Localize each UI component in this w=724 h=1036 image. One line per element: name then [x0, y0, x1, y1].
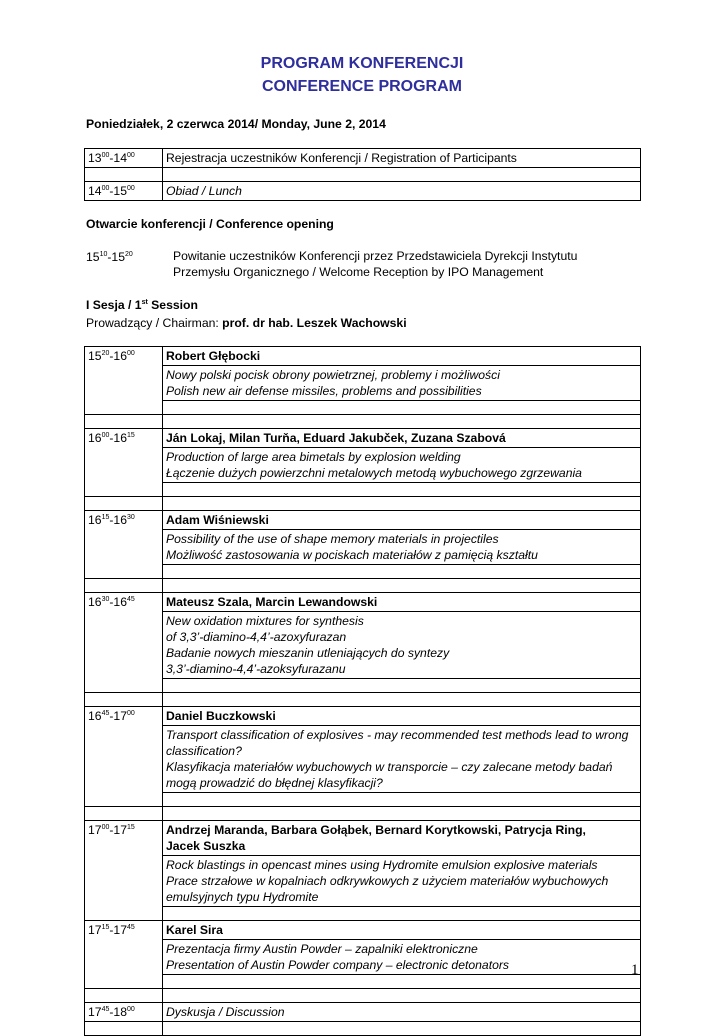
table-row — [85, 347, 641, 366]
spacer-row — [85, 168, 641, 182]
table-row — [85, 1003, 641, 1022]
table-row — [85, 182, 641, 201]
table-row — [85, 612, 641, 679]
table-row — [85, 726, 641, 793]
time-cell: $17^{45}-18^{00}$ — [85, 1003, 163, 1022]
table-row — [85, 593, 641, 612]
time-cell: $16^{45}-17^{00}$ — [85, 707, 163, 807]
title-cell: Transport classification of explosives - may recommended test methods lead to wrong classification? Klasyfikacja materiałów wybuchowych w transporcie – czy zalecane metody badań mogą prowadzić do błędnej klasyfikacji? — [163, 726, 641, 793]
authors-cell: Adam Wiśniewski — [163, 511, 641, 530]
title-cell: Rock blastings in opencast mines using Hydromite emulsion explosive materials Prace strzałowe w kopalniach odkrywkowych z użyciem materiałów wybuchowych emulsyjnych typu Hydromite — [163, 856, 641, 907]
title-cell: Possibility of the use of shape memory materials in projectiles Możliwość zastosowania w pociskach materiałów z pamięcią kształtu — [163, 530, 641, 565]
table-row — [85, 921, 641, 940]
title-cell: Production of large area bimetals by explosion welding Łączenie dużych powierzchni metalowych metodą wybuchowego zgrzewania — [163, 448, 641, 483]
table-row — [85, 856, 641, 907]
day-heading: Poniedziałek, 2 czerwca 2014/ Monday, June 2, 2014 — [86, 117, 386, 131]
time-cell: $16^{15}-16^{30}$ — [85, 511, 163, 579]
opening-text: Powitanie uczestników Konferencji przez Przedstawiciela Dyrekcji Instytutu Przemysłu Organicznego / Welcome Reception by IPO Management — [173, 249, 578, 279]
authors-cell: Andrzej Maranda, Barbara Gołąbek, Bernard Korytkowski, Patrycja Ring, Jacek Suszka — [163, 821, 641, 856]
spacer-row — [85, 907, 641, 921]
title-pl: PROGRAM KONFERENCJI — [260, 55, 464, 72]
spacer-row — [85, 497, 641, 511]
title-cell: Prezentacja firmy Austin Powder – zapalniki elektroniczne Presentation of Austin Powder company – electronic detonators — [163, 940, 641, 975]
event-cell: Rejestracja uczestników Konferencji / Registration of Participants — [163, 149, 641, 168]
title-cell: New oxidation mixtures for synthesis of 3,3’-diamino-4,4’-azoxyfurazan Badanie nowych mieszanin utleniających do syntezy 3,3’-diamino-4,4’-azoksyfurazanu — [163, 612, 641, 679]
opening-heading: Otwarcie konferencji / Conference opening — [86, 217, 334, 231]
page-number: 1 — [631, 962, 639, 978]
table-row — [85, 149, 641, 168]
spacer-row — [85, 579, 641, 593]
time-cell: $16^{30}-16^{45}$ — [85, 593, 163, 693]
time-cell: $13^{00}-14^{00}$ — [85, 149, 163, 168]
table-row — [85, 530, 641, 565]
title-en: CONFERENCE PROGRAM — [261, 78, 462, 95]
title-cell: Nowy polski pocisk obrony powietrznej, problemy i możliwości Polish new air defense missiles, problems and possibilities — [163, 366, 641, 401]
table-row — [85, 511, 641, 530]
time-cell: $17^{15}-17^{45}$ — [85, 921, 163, 989]
time-cell: $14^{00}-15^{00}$ — [85, 182, 163, 201]
spacer-row — [85, 415, 641, 429]
session-table — [84, 346, 641, 1036]
event-cell: Dyskusja / Discussion — [163, 1003, 641, 1022]
spacer-row — [85, 989, 641, 1003]
table-row — [85, 707, 641, 726]
spacer-row — [85, 401, 641, 415]
authors-cell: Robert Głębocki — [163, 347, 641, 366]
spacer-row — [85, 807, 641, 821]
spacer-row — [85, 975, 641, 989]
event-cell: Obiad / Lunch — [163, 182, 641, 201]
table-row — [85, 821, 641, 856]
table-row — [85, 429, 641, 448]
opening-time: $15^{10}-15^{20}$ — [86, 250, 133, 264]
authors-cell: Karel Sira — [163, 921, 641, 940]
spacer-row — [85, 483, 641, 497]
table-row — [85, 940, 641, 975]
authors-cell: Mateusz Szala, Marcin Lewandowski — [163, 593, 641, 612]
spacer-row — [85, 793, 641, 807]
registration-table — [84, 148, 641, 201]
authors-cell: Ján Lokaj, Milan Turňa, Eduard Jakubček, Zuzana Szabová — [163, 429, 641, 448]
chairman-line: Prowadzący / Chairman: prof. dr hab. Leszek Wachowski — [86, 316, 407, 330]
spacer-row — [85, 679, 641, 693]
spacer-row — [85, 565, 641, 579]
time-cell: $17^{00}-17^{15}$ — [85, 821, 163, 921]
time-cell: $15^{20}-16^{00}$ — [85, 347, 163, 415]
authors-cell: Daniel Buczkowski — [163, 707, 641, 726]
session-heading: I Sesja / 1st Session — [86, 298, 198, 312]
spacer-row — [85, 693, 641, 707]
table-row — [85, 448, 641, 483]
time-cell: $16^{00}-16^{15}$ — [85, 429, 163, 497]
table-row — [85, 366, 641, 401]
